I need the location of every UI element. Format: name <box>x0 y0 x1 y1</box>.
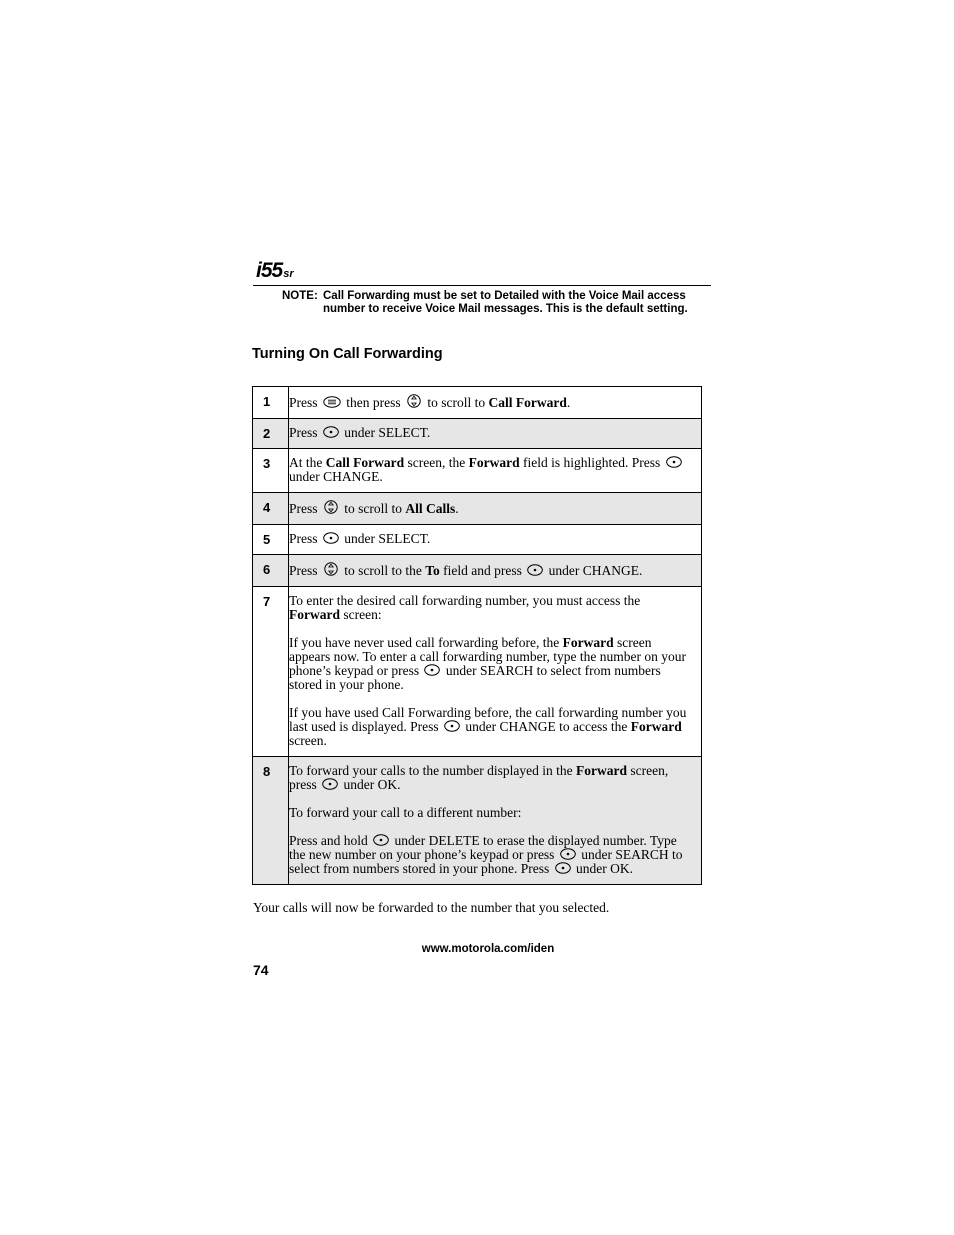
instruction-text: Press <box>289 501 321 516</box>
instruction-text: to scroll to <box>424 395 489 410</box>
option-key-icon <box>323 426 339 438</box>
instruction-text: . <box>455 501 459 516</box>
instruction-text: If you have used Call Forwarding before, the call forwarding number you last used is displayed. Press <box>289 705 687 734</box>
product-logo <box>256 259 294 281</box>
step-paragraph <box>289 636 691 692</box>
step-paragraph <box>289 456 691 484</box>
instruction-text: under CHANGE. <box>289 469 383 484</box>
instruction-text: Press <box>289 563 321 578</box>
footer-url: www.motorola.com/iden <box>421 943 555 955</box>
instruction-text: To forward your calls to the number displayed in the <box>289 763 576 778</box>
instruction-text: To forward your call to a different number: <box>289 805 522 820</box>
instruction-text: . <box>566 395 571 410</box>
step-instructions <box>289 419 702 449</box>
instruction-text: under SELECT. <box>340 425 431 440</box>
step-number: 3 <box>253 449 289 493</box>
screen-term: All Calls <box>405 501 456 516</box>
step-row <box>253 587 702 757</box>
menu-key-icon <box>323 396 341 408</box>
step-number: 8 <box>253 757 289 885</box>
option-key-icon <box>666 456 682 468</box>
option-key-icon <box>527 564 543 576</box>
instruction-text: then press <box>342 395 405 410</box>
instruction-text: under SEARCH to select from numbers stored in your phone. <box>289 663 661 692</box>
step-paragraph <box>289 834 691 876</box>
screen-term: Forward <box>575 763 627 778</box>
step-number: 1 <box>253 387 289 419</box>
instruction-text: screen: <box>340 607 382 622</box>
step-instructions <box>289 757 702 885</box>
logo-main-text: i55 <box>256 259 283 282</box>
instruction-text: Press <box>289 531 321 546</box>
step-row <box>253 757 702 885</box>
instruction-text: Press <box>289 395 321 410</box>
step-row <box>253 525 702 555</box>
step-row <box>253 419 702 449</box>
option-key-icon <box>424 664 440 676</box>
instruction-text: Press and hold <box>289 833 372 848</box>
note-text: Call Forwarding must be set to Detailed with the Voice Mail access number to receive Voice Mail messages. This is the default setting. <box>323 290 688 315</box>
screen-term: Call Forward <box>325 455 405 470</box>
option-key-icon <box>322 778 338 790</box>
step-number: 5 <box>253 525 289 555</box>
page-number: 74 <box>253 962 269 978</box>
screen-term: Forward <box>468 455 520 470</box>
step-paragraph <box>289 806 691 820</box>
instruction-text: under CHANGE to access the <box>462 719 631 734</box>
step-instructions <box>289 387 702 419</box>
screen-term: Call Forward <box>488 395 567 410</box>
step-row <box>253 555 702 587</box>
logo-suffix-text: sr <box>283 268 294 280</box>
instruction-text: screen, the <box>404 455 469 470</box>
scroll-key-icon <box>406 394 422 408</box>
instruction-text: under CHANGE. <box>545 563 643 578</box>
option-key-icon <box>323 532 339 544</box>
steps-table <box>252 386 702 885</box>
instruction-text: At the <box>289 455 326 470</box>
step-number: 7 <box>253 587 289 757</box>
instruction-text: field and press <box>439 563 526 578</box>
step-instructions <box>289 525 702 555</box>
step-paragraph <box>289 764 691 792</box>
step-number: 6 <box>253 555 289 587</box>
step-paragraph <box>289 594 691 622</box>
instruction-text: screen. <box>289 733 327 748</box>
step-paragraph <box>289 394 691 410</box>
step-instructions <box>289 587 702 757</box>
scroll-key-icon <box>323 500 339 514</box>
screen-term: Forward <box>289 607 340 622</box>
screen-term: Forward <box>562 635 614 650</box>
note-block <box>282 290 712 315</box>
step-paragraph <box>289 706 691 748</box>
instruction-text: To enter the desired call forwarding number, you must access the <box>289 593 641 608</box>
instruction-text: under SELECT. <box>340 531 431 546</box>
option-key-icon <box>373 834 389 846</box>
option-key-icon <box>555 862 571 874</box>
step-instructions <box>289 555 702 587</box>
instruction-text: under SEARCH to select from numbers stored in your phone. Press <box>289 847 683 876</box>
step-row <box>253 493 702 525</box>
instruction-text: to scroll to <box>340 501 406 516</box>
step-row <box>253 449 702 493</box>
option-key-icon <box>444 720 460 732</box>
instruction-text: to scroll to the <box>340 563 426 578</box>
step-instructions <box>289 449 702 493</box>
header-rule <box>253 285 711 286</box>
scroll-key-icon <box>323 562 339 576</box>
step-paragraph <box>289 532 691 546</box>
instruction-text: under DELETE to erase the displayed number. Type the new number on your phone’s keypad or press <box>289 833 677 862</box>
step-instructions <box>289 493 702 525</box>
step-paragraph <box>289 500 691 516</box>
instruction-text: screen, press <box>289 763 669 792</box>
step-row <box>253 387 702 419</box>
step-paragraph <box>289 426 691 440</box>
screen-term: Forward <box>630 719 682 734</box>
instruction-text: under OK. <box>340 777 401 792</box>
step-number: 4 <box>253 493 289 525</box>
step-paragraph <box>289 562 691 578</box>
instruction-text: field is highlighted. Press <box>519 455 664 470</box>
instruction-text: If you have never used call forwarding before, the <box>289 635 563 650</box>
instruction-text: Press <box>289 425 321 440</box>
closing-text: Your calls will now be forwarded to the number that you selected. <box>253 900 610 915</box>
instruction-text: under OK. <box>572 861 633 876</box>
option-key-icon <box>560 848 576 860</box>
note-label: NOTE: <box>282 290 318 302</box>
screen-term: To <box>425 563 440 578</box>
section-title: Turning On Call Forwarding <box>252 346 443 362</box>
instruction-text: screen appears now. To enter a call forwarding number, type the number on your phone’s keypad or press <box>289 635 687 678</box>
step-number: 2 <box>253 419 289 449</box>
